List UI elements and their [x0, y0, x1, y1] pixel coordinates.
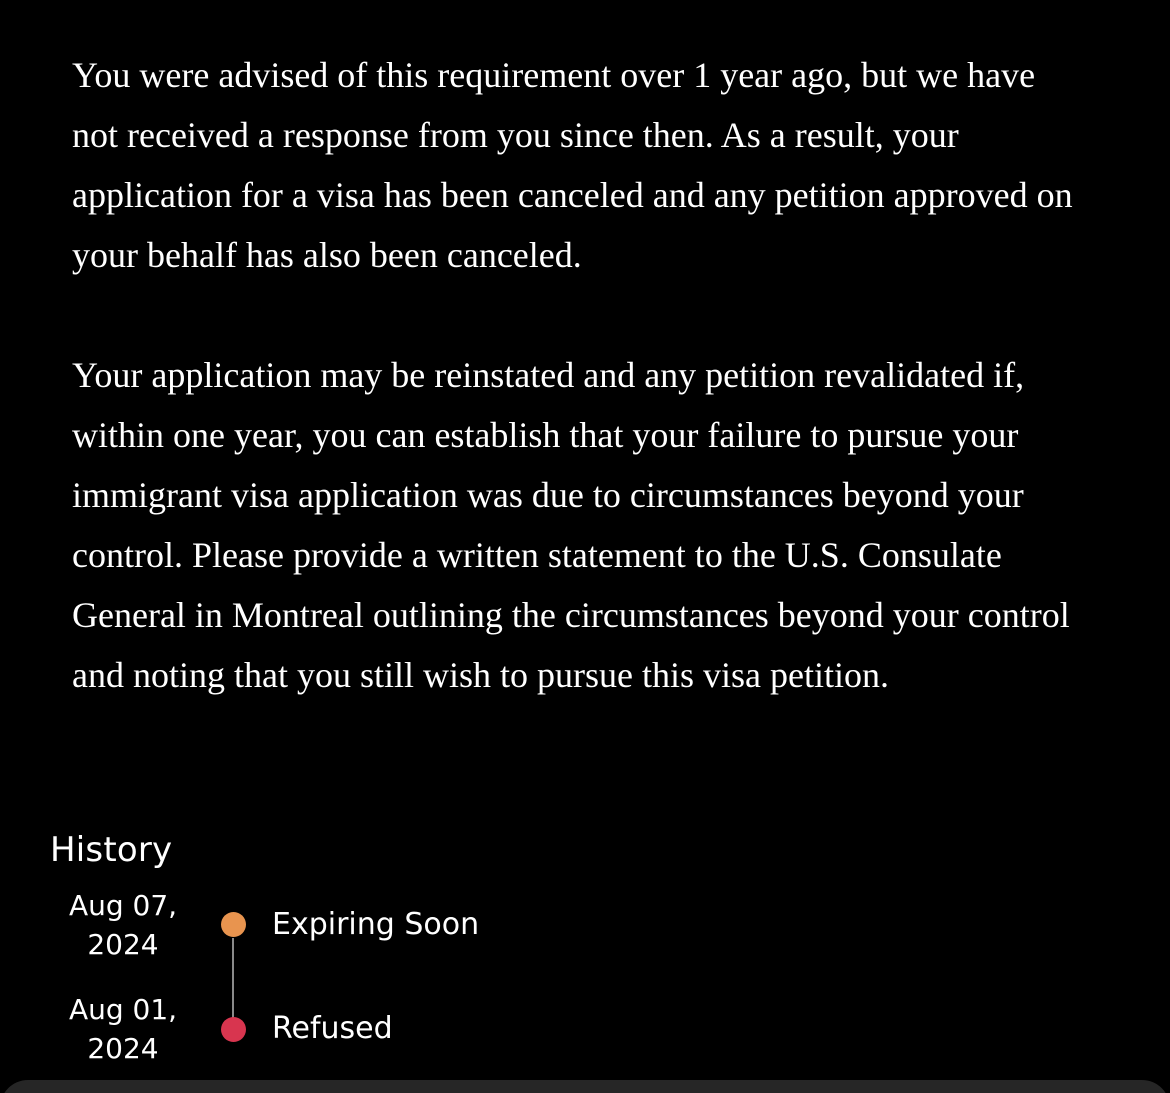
status-dot-icon: [221, 912, 246, 937]
history-entry-expiring-soon: [0, 886, 600, 976]
history-entry-status: Refused: [272, 1011, 393, 1046]
history-entry-refused: [0, 990, 600, 1080]
status-dot-icon: [221, 1017, 246, 1042]
date-month-day: Aug 07,: [68, 889, 178, 922]
status-message: [72, 45, 1082, 705]
date-month-day: Aug 01,: [68, 993, 178, 1026]
message-paragraph-2: Your application may be reinstated and any petition revalidated if, within one year, you can establish that your failure to pursue your immigrant visa application was due to circumstances beyond your control. Please provide a written statement to the U.S. Consulate General in Montreal outlining the circumstances beyond your control and noting that you still wish to pursue this visa petition.: [72, 355, 1070, 695]
history-entry-status: Expiring Soon: [272, 907, 480, 942]
date-year: 2024: [87, 1032, 159, 1065]
bottom-sheet-handle[interactable]: [0, 1080, 1170, 1093]
message-paragraph-1: You were advised of this requirement over 1 year ago, but we have not received a response from you since then. As a result, your application for a visa has been canceled and any petition approved on your behalf has also been canceled.: [72, 55, 1073, 275]
history-heading: History: [50, 830, 173, 870]
history-entry-date: [58, 990, 188, 1068]
history-entry-date: [58, 886, 188, 964]
date-year: 2024: [87, 928, 159, 961]
